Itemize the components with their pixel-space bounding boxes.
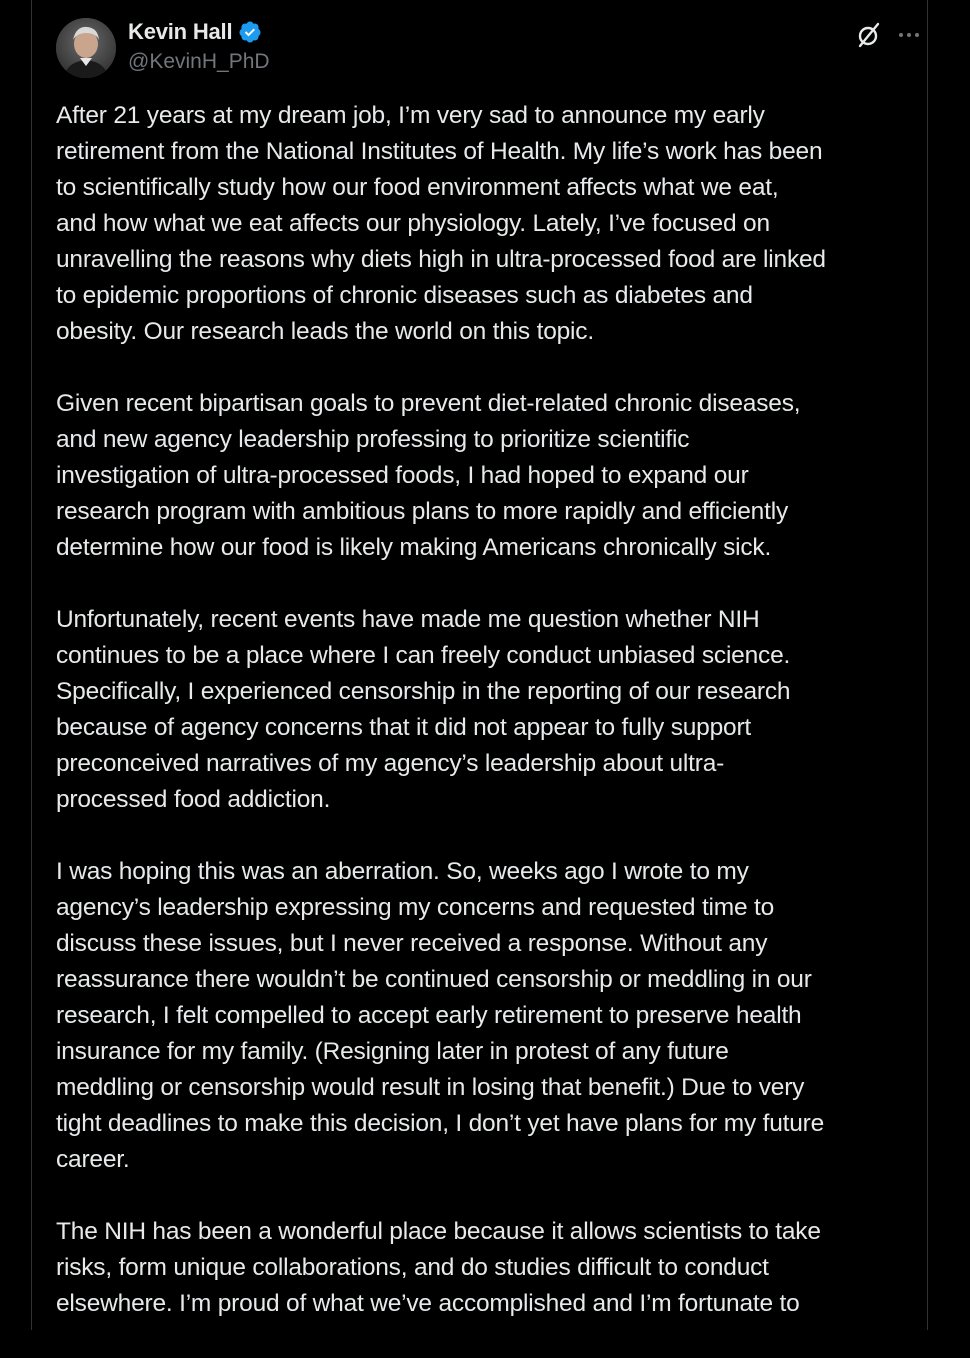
paragraph: After 21 years at my dream job, I’m very sad to announce my early retirement from the National Institutes of Health. My life’s work has been to scientifically study how our food environment affects what we eat, and how what we eat affects our physiology. Lately, I’ve focused on unravelling the reasons why diets high in ultra-processed food are linked to epidemic proportions of chronic diseases such as diabetes and obesity. Our research leads the world on this topic. — [56, 102, 826, 345]
tweet-container — [31, 0, 928, 1330]
avatar[interactable] — [56, 18, 116, 78]
paragraph: The NIH has been a wonderful place because it allows scientists to take risks, form unique collaborations, and do studies difficult to conduct elsewhere. I’m proud of what we’ve accomplished and I’m fortunate to — [56, 1218, 821, 1317]
paragraph: Given recent bipartisan goals to prevent diet-related chronic diseases, and new agency leadership professing to prioritize scientific investigation of ultra-processed foods, I had hoped to expand our research program with ambitious plans to more rapidly and efficiently determine how our food is likely making Americans chronically sick. — [56, 390, 801, 561]
display-name-row — [128, 18, 270, 46]
paragraph: Unfortunately, recent events have made me question whether NIH continues to be a place where I can freely conduct unbiased science. Specifically, I experienced censorship in the reporting of our research because of agency concerns that it did not appear to fully support preconceived narratives of my agency’s leadership about ultra- processed food addiction. — [56, 606, 791, 813]
tweet-body — [56, 98, 916, 1358]
author-names — [128, 18, 270, 74]
profile-photo-icon — [56, 18, 116, 78]
verified-badge-icon[interactable] — [238, 20, 262, 44]
display-name[interactable]: Kevin Hall — [128, 19, 233, 44]
paragraph: I was hoping this was an aberration. So, weeks ago I wrote to my agency’s leadership expressing my concerns and requested time to discuss these issues, but I never received a response. Without any reassurance there wouldn’t be continued censorship or meddling in our research, I felt compelled to accept early retirement to preserve health insurance for my family. (Resigning later in protest of any future meddling or censorship would result in losing that benefit.) Due to very tight deadlines to make this decision, I don’t yet have plans for my future career. — [56, 858, 825, 1173]
author-handle[interactable]: @KevinH_PhD — [128, 50, 270, 73]
more-horizontal-icon[interactable] — [894, 20, 924, 50]
tweet-header — [56, 18, 906, 78]
grok-icon[interactable] — [854, 20, 884, 50]
